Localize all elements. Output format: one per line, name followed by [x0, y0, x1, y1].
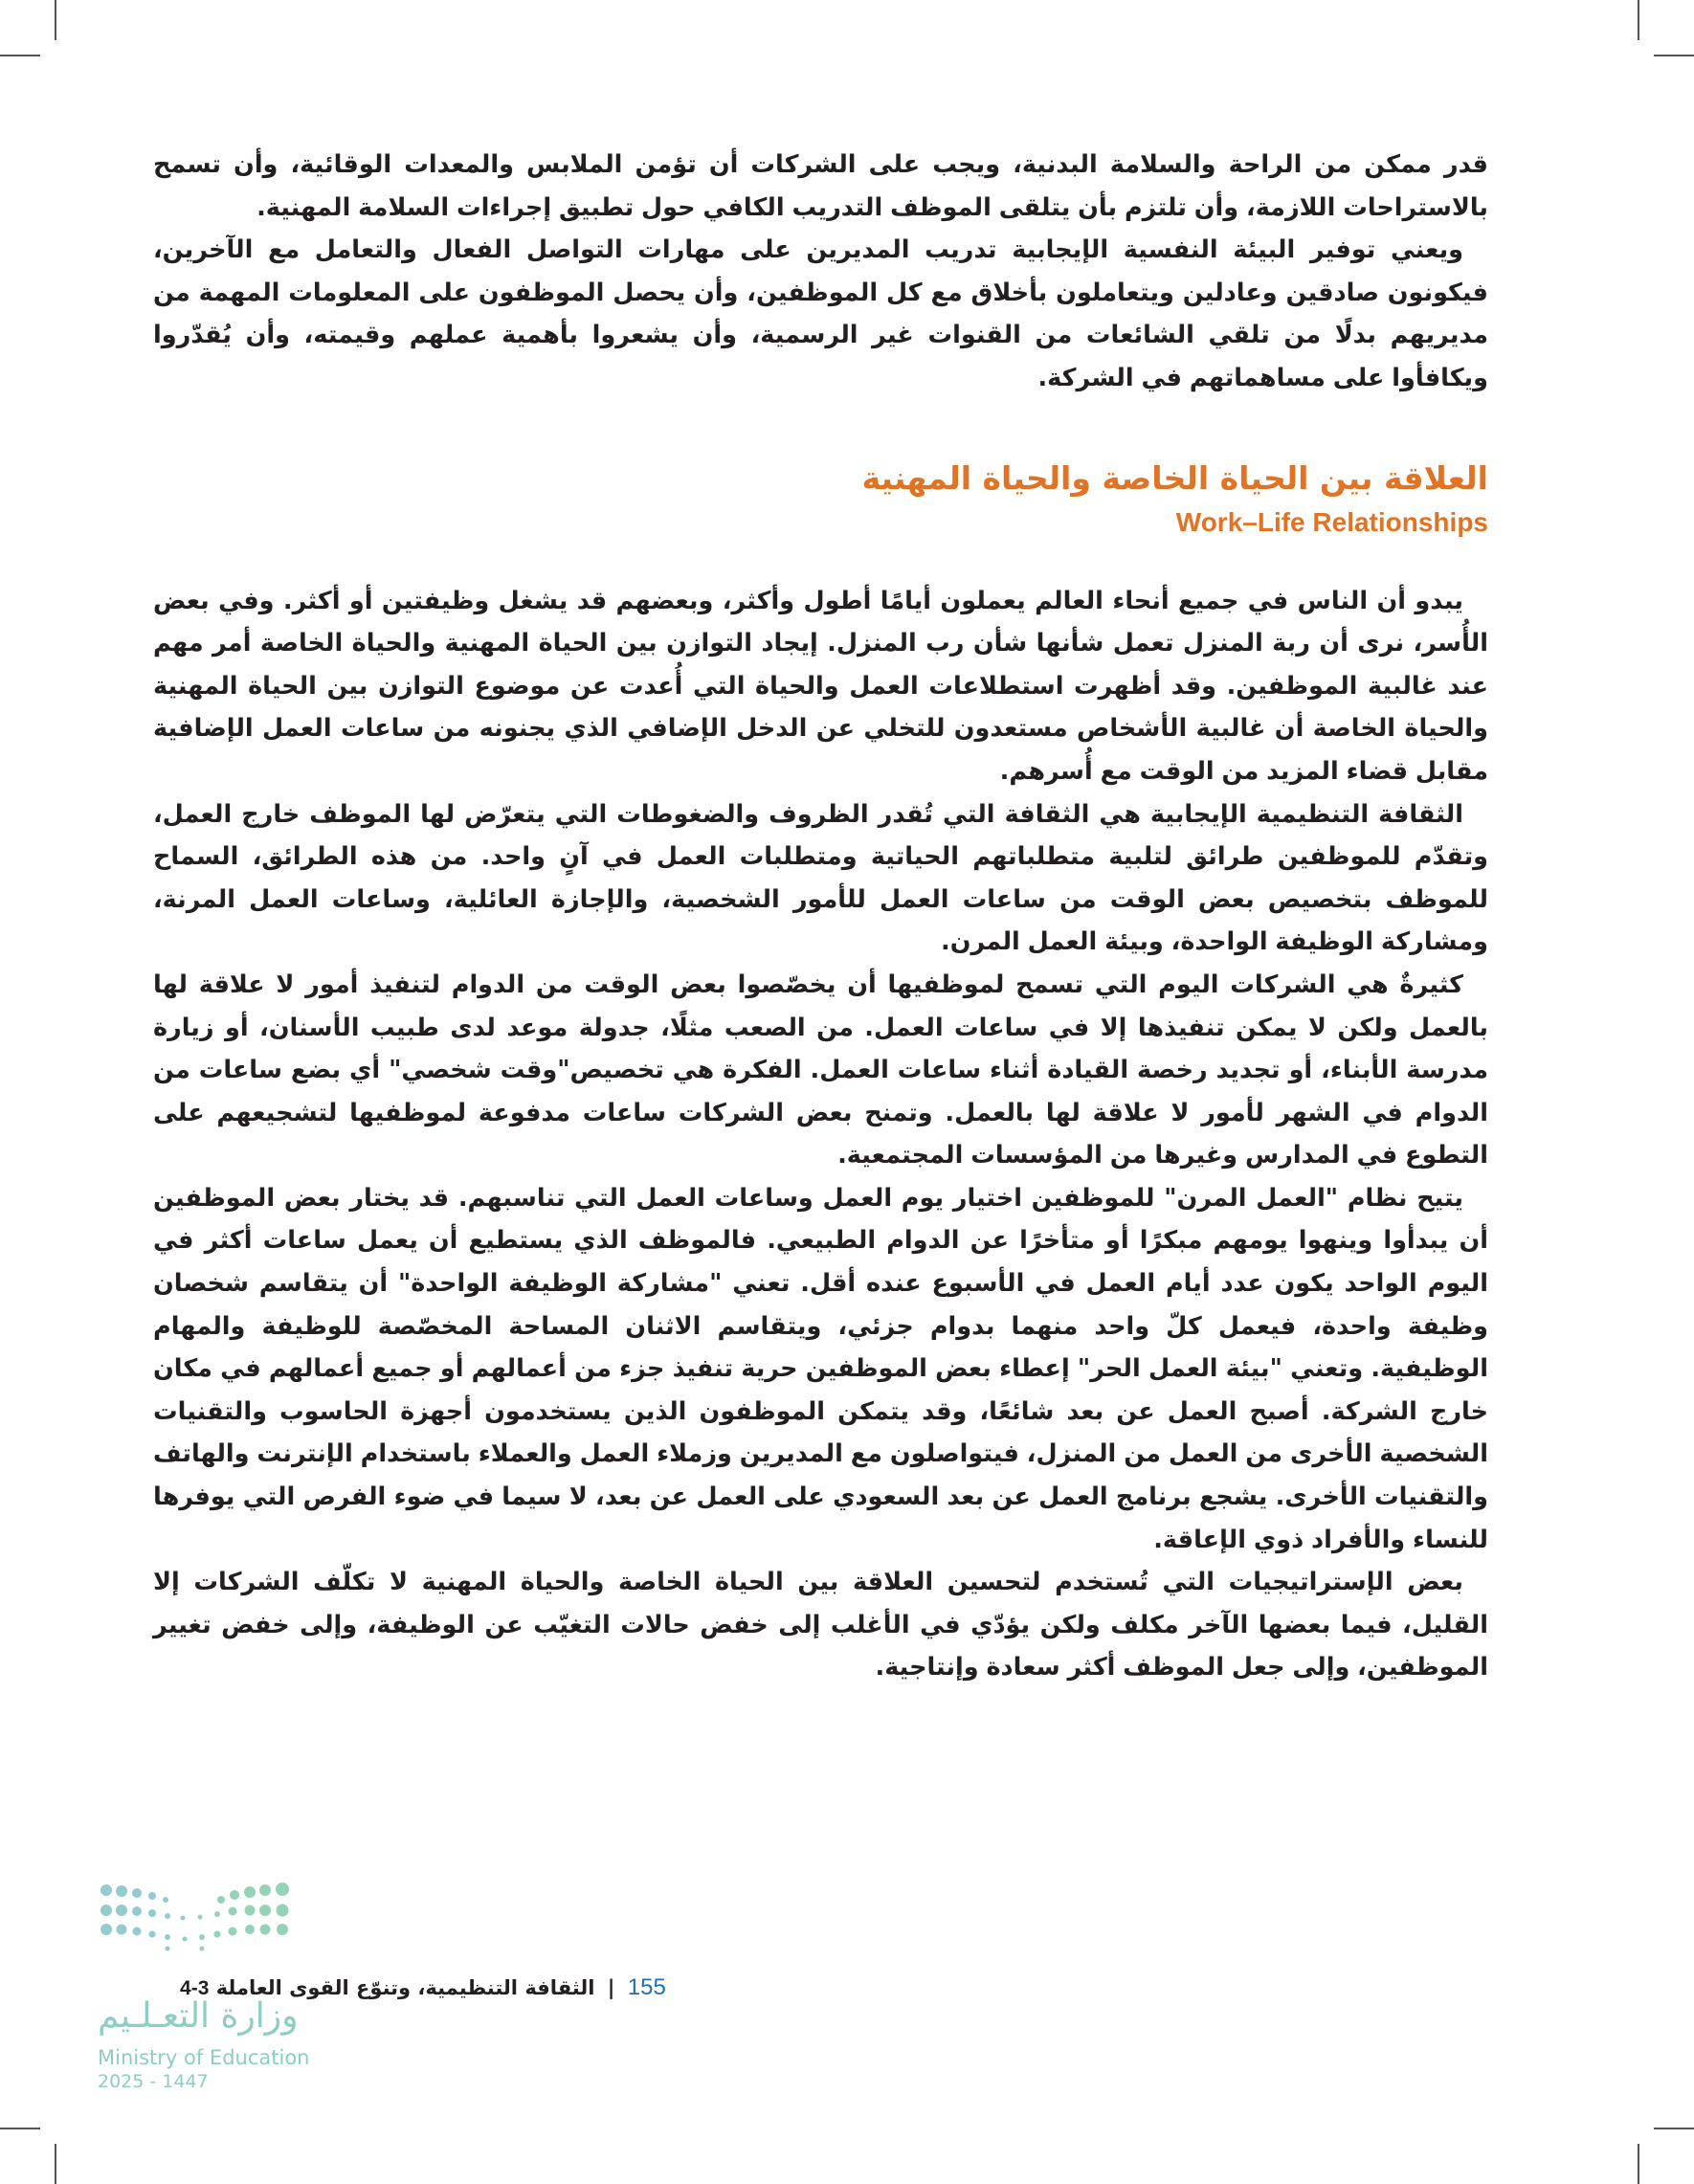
- crop-mark: [55, 2144, 56, 2184]
- logo-dot: [214, 1931, 221, 1938]
- crop-mark: [1654, 2128, 1694, 2129]
- logo-dot: [132, 1888, 142, 1898]
- logo-dot: [100, 1905, 112, 1916]
- section-body: [153, 580, 1488, 1689]
- logo-dot: [214, 1911, 220, 1917]
- crop-mark: [1638, 2144, 1639, 2184]
- logo-dot: [229, 1928, 237, 1936]
- logo-dot: [149, 1931, 156, 1938]
- logo-dot: [133, 1928, 142, 1936]
- intro-paragraph: ويعني توفير البيئة النفسية الإيجابية تدريب المديرين على مهارات التواصل الفعال والتعامل مع الآخرين، فيكونون صادقين وعادلين ويتعاملون بأخلاق مع كل الموظفين، وأن يحصل الموظفون على المعلومات المهمة من مديريهم بدلًا من تلقي الشائعات من القنوات غير الرسمية، وأن يشعروا بأهمية عملهم وقيمته، وأن يُقدّروا ويكافأوا على مساهماتهم في الشركة.: [153, 235, 1488, 392]
- logo-dot: [229, 1907, 237, 1916]
- logo-dot: [165, 1913, 170, 1919]
- logo-dot: [244, 1886, 256, 1898]
- body-paragraph: كثيرةٌ هي الشركات اليوم التي تسمح لموظفيها أن يخصّصوا بعض الوقت من الدوام لتنفيذ أمور لا علاقة لها بالعمل ولكن لا يمكن تنفيذها إلا في ساعات العمل. من الصعب مثلًا، جدولة موعد لدى طبيب الأسنان، أو زيارة مدرسة الأبناء، أو تجديد رخصة القيادة أثناء ساعات العمل. الفكرة هي تخصيص"وقت شخصي" أي بضع ساعات من الدوام في الشهر لأمور لا علاقة لها بالعمل. وتمنح بعض الشركات ساعات مدفوعة لموظفيها لتشجيعهم على التطوع في المدارس وغيرها من المؤسسات المجتمعية.: [153, 969, 1488, 1170]
- page-number: 155: [627, 1974, 666, 2000]
- crop-mark: [55, 0, 56, 40]
- edition-year: 2025 - 1447: [98, 2071, 209, 2092]
- chapter-number: 3-4: [180, 1977, 210, 1999]
- logo-dot: [183, 1937, 188, 1942]
- logo-dot: [165, 1934, 170, 1940]
- logo-dot: [181, 1916, 186, 1921]
- logo-dot: [199, 1934, 205, 1940]
- logo-dot: [198, 1915, 203, 1920]
- body-paragraph: يبدو أن الناس في جميع أنحاء العالم يعملون أيامًا أطول وأكثر، وبعضهم قد يشغل وظيفتين أو أكثر. وفي بعض الأُسر، نرى أن ربة المنزل تعمل شأنها شأن رب المنزل. إيجاد التوازن بين الحياة المهنية والحياة الخاصة أمر مهم عند غالبية الموظفين. وقد أظهرت استطلاعات العمل والحياة التي أُعدت عن موضوع التوازن بين الحياة المهنية والحياة الخاصة أن غالبية الأشخاص مستعدون للتخلي عن الدخل الإضافي الذي يجنونه من ساعات العمل الإضافية مقابل قضاء المزيد من الوقت مع أُسرهم.: [153, 586, 1488, 786]
- body-paragraph: الثقافة التنظيمية الإيجابية هي الثقافة التي تُقدر الظروف والضغوطات التي يتعرّض لها الموظف خارج العمل، وتقدّم للموظفين طرائق لتلبية متطلباتهم الحياتية ومتطلبات العمل في آنٍ واحد. من هذه الطرائق، السماح للموظف بتخصيص بعض الوقت من ساعات العمل للأمور الشخصية، والإجازة العائلية، وساعات العمل المرنة، ومشاركة الوظيفة الواحدة، وبيئة العمل المرن.: [153, 799, 1488, 957]
- crop-mark: [1638, 0, 1639, 40]
- ministry-logo-icon: [99, 1882, 300, 1970]
- logo-dot: [100, 1924, 112, 1935]
- section-title-english: Work–Life Relationships: [1175, 506, 1488, 537]
- body-paragraph: بعض الإستراتيجيات التي تُستخدم لتحسين العلاقة بين الحياة الخاصة والحياة المهنية لا تكلّف الشركات إلا القليل، فيما بعضها الآخر مكلف ولكن يؤدّي في الأغلب إلى خفض حالات التغيّب عن الوظيفة، وإلى خفض تغيير الموظفين، وإلى جعل الموظف أكثر سعادة وإنتاجية.: [153, 1568, 1488, 1683]
- page-content: [153, 144, 1488, 1689]
- section-title-arabic: العلاقة بين الحياة الخاصة والحياة المهنية: [861, 458, 1488, 497]
- crop-mark: [0, 55, 40, 56]
- chapter-title: الثقافة التنظيمية، وتنوّع القوى العاملة: [215, 1976, 595, 1999]
- logo-dot: [166, 1947, 170, 1951]
- footer-separator: |: [607, 1976, 615, 1999]
- logo-dot: [277, 1905, 289, 1917]
- logo-dot: [200, 1947, 205, 1951]
- ministry-name-arabic: وزارة التعـلـيم: [98, 1996, 299, 2036]
- crop-mark: [0, 2128, 40, 2129]
- logo-dot: [259, 1884, 271, 1896]
- logo-dot: [148, 1909, 156, 1917]
- logo-dot: [245, 1925, 255, 1934]
- logo-dot: [277, 1924, 288, 1935]
- crop-mark: [1654, 55, 1694, 56]
- intro-paragraph: قدر ممكن من الراحة والسلامة البدنية، ويجب على الشركات أن تؤمن الملابس والمعدات الوقائية، وأن تسمح بالاستراحات اللازمة، وأن تلتزم بأن يتلقى الموظف التدريب الكافي حول تطبيق إجراءات السلامة المهنية.: [153, 150, 1488, 222]
- logo-dot: [276, 1883, 289, 1896]
- logo-dot: [259, 1905, 271, 1916]
- logo-dot: [116, 1885, 127, 1897]
- logo-dot: [230, 1890, 239, 1900]
- logo-dot: [260, 1925, 271, 1935]
- logo-dot: [217, 1896, 225, 1904]
- logo-dot: [148, 1892, 156, 1900]
- body-paragraph: يتيح نظام "العمل المرن" للموظفين اختيار يوم العمل وساعات العمل التي تناسبهم. قد يختار بعض الموظفين أن يبدأوا وينهوا يومهم مبكرًا أو متأخرًا عن الدوام الطبيعي. فالموظف الذي يستطيع أن يعمل ساعات أكثر في اليوم الواحد يكون عدد أيام العمل في الأسبوع عنده أقل. تعني "مشاركة الوظيفة الواحدة" أن يتقاسم شخصان وظيفة واحدة، فيعمل كلّ واحد منهما بدوام جزئي، ويتقاسم الاثنان المساحة المخصّصة للوظيفة والمهام الوظيفية. وتعني "بيئة العمل الحر" إعطاء بعض الموظفين حرية تنفيذ جزء من أعمالهم أو جميع أعمالهم في مكان خارج الشركة. أصبح العمل عن بعد شائعًا، وقد يتمكن الموظفون الذين يستخدمون أجهزة الحاسوب والتقنيات الشخصية الأخرى من العمل من المنزل، فيتواصلون مع المديرين وزملاء العمل والعملاء باستخدام الإنترنت والهاتف والتقنيات الأخرى. يشجع برنامج العمل عن بعد السعودي على العمل عن بعد، لا سيما في ضوء الفرص التي يوفرها للنساء والأفراد ذوي الإعاقة.: [153, 1183, 1488, 1554]
- logo-dot: [132, 1906, 142, 1916]
- logo-dot: [100, 1884, 112, 1896]
- logo-dot: [163, 1897, 168, 1903]
- logo-dot: [245, 1905, 256, 1916]
- ministry-name-english: Ministry of Education: [98, 2046, 310, 2069]
- logo-dot: [117, 1925, 127, 1935]
- logo-dot: [116, 1905, 127, 1916]
